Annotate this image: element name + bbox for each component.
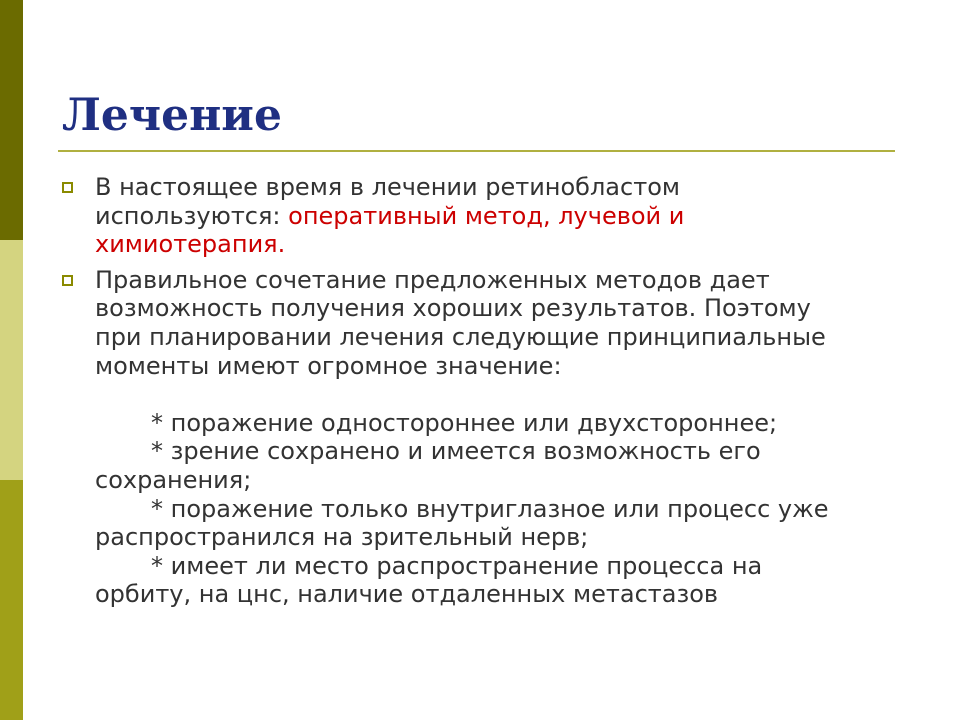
text-line: возможность получения хороших результатов. Поэтому: [95, 294, 811, 323]
slide-title: Лечение: [62, 90, 282, 141]
list-item-text: * поражение только внутриглазное или процесс уже: [151, 494, 829, 523]
slide-body: [62, 173, 912, 616]
bullet-paragraph-2: [62, 266, 912, 609]
list-item-continuation: сохранения;: [95, 465, 252, 494]
sidebar-segment-middle: [0, 240, 23, 480]
text-line: Правильное сочетание предложенных методов дает: [95, 265, 770, 294]
list-item-text: * поражение одностороннее или двухстороннее;: [151, 408, 778, 437]
sidebar-decoration: [0, 0, 23, 720]
square-bullet-icon: [62, 275, 73, 286]
list-item-continuation: орбиту, на цнс, наличие отдаленных метастазов: [95, 580, 719, 609]
list-item-text: * зрение сохранено и имеется возможность его: [151, 437, 761, 466]
title-divider: [58, 150, 895, 152]
text-line: В настоящее время в лечении ретинобластом: [95, 173, 680, 201]
sidebar-segment-bottom: [0, 480, 23, 720]
text-fragment: используются:: [95, 201, 289, 230]
list-item: [95, 495, 912, 524]
square-bullet-icon: [62, 182, 73, 193]
text-line: моменты имеют огромное значение:: [95, 351, 562, 380]
list-item-text: * имеет ли место распространение процесса на: [151, 551, 763, 580]
text-line: [95, 202, 912, 231]
bullet-paragraph-1: [62, 173, 912, 259]
highlighted-text: химиотерапия.: [95, 230, 286, 259]
list-item: [95, 409, 912, 438]
sidebar-segment-top: [0, 0, 23, 240]
list-item: [95, 552, 912, 581]
highlighted-text: оперативный метод, лучевой и: [288, 201, 685, 230]
list-item: [95, 437, 912, 466]
list-item-continuation: распространился на зрительный нерв;: [95, 523, 589, 552]
blank-line: [95, 380, 912, 409]
text-line: при планировании лечения следующие принципиальные: [95, 322, 826, 351]
